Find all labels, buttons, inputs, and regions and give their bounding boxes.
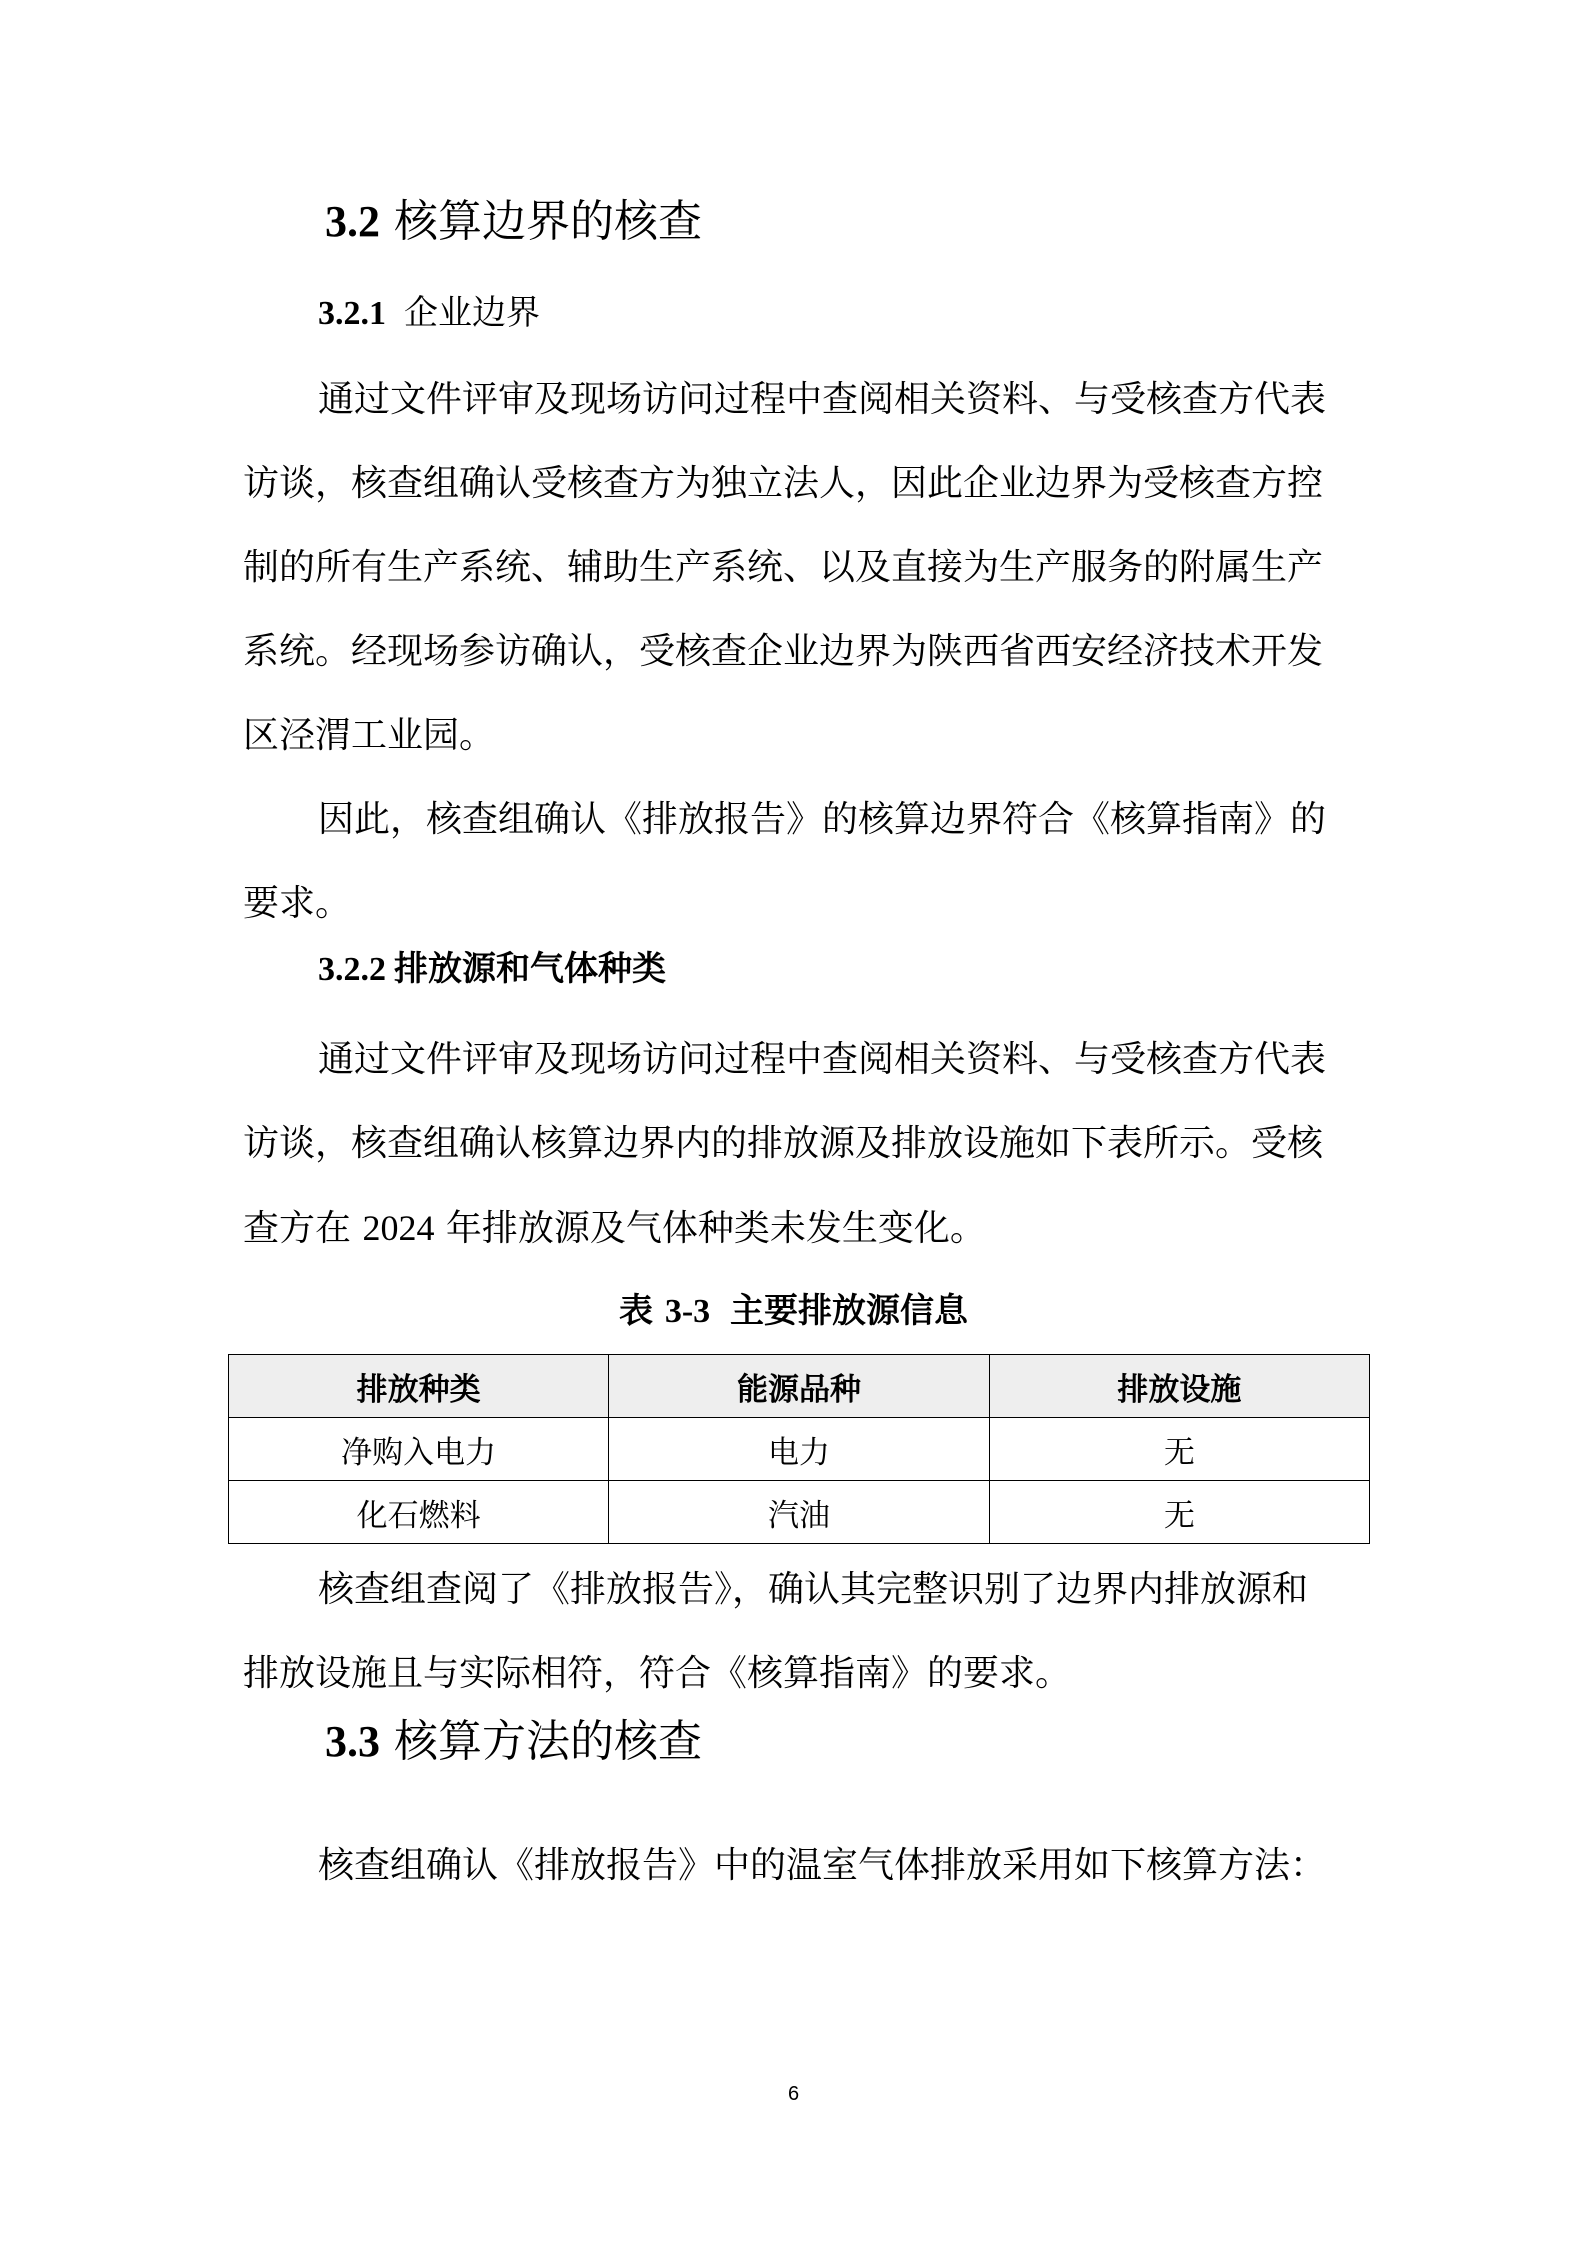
paragraph-line: 核查组查阅了《排放报告》，确认其完整识别了边界内排放源和 — [318, 1569, 1309, 1610]
paragraph-text: 年排放源及气体种类未发生变化。 — [445, 1208, 986, 1249]
table-caption-title: 主要排放源信息 — [730, 1291, 968, 1331]
paragraph-line: 访谈，核查组确认受核查方为独立法人，因此企业边界为受核查方控 — [243, 463, 1324, 504]
section-3-2-1-number: 3.2.1 — [318, 295, 386, 332]
paragraph-line: 访谈，核查组确认核算边界内的排放源及排放设施如下表所示。受核 — [243, 1123, 1324, 1164]
table-row — [229, 1481, 1370, 1544]
paragraph-line: 通过文件评审及现场访问过程中查阅相关资料、与受核查方代表 — [318, 379, 1327, 420]
paragraph-line: 核查组确认《排放报告》中的温室气体排放采用如下核算方法： — [318, 1845, 1327, 1886]
page-number: 6 — [787, 2083, 800, 2105]
table-header-cell: 排放种类 — [229, 1355, 609, 1418]
paragraph-line: 要求。 — [243, 883, 352, 924]
table-header-cell: 能源品种 — [609, 1355, 989, 1418]
section-3-3-title: 核算方法的核查 — [394, 1716, 702, 1767]
paragraph-line: 通过文件评审及现场访问过程中查阅相关资料、与受核查方代表 — [318, 1039, 1327, 1080]
section-3-2-2-heading — [318, 944, 666, 995]
year-value: 2024 — [362, 1208, 435, 1248]
table-header-cell: 排放设施 — [989, 1355, 1369, 1418]
emission-source-table — [228, 1354, 1370, 1544]
table-header-row — [229, 1355, 1370, 1418]
table-caption-prefix: 表 — [618, 1291, 653, 1331]
table-cell: 汽油 — [609, 1481, 989, 1544]
paragraph-line: 因此，核查组确认《排放报告》的核算边界符合《核算指南》的 — [318, 799, 1327, 840]
paragraph-line: 系统。经现场参访确认，受核查企业边界为陕西省西安经济技术开发 — [243, 631, 1324, 672]
table-cell: 无 — [989, 1481, 1369, 1544]
section-3-2-2-title: 排放源和气体种类 — [394, 949, 666, 989]
paragraph-line — [243, 1200, 986, 1257]
paragraph-line: 制的所有生产系统、辅助生产系统、以及直接为生产服务的附属生产 — [243, 547, 1324, 588]
table-cell: 净购入电力 — [229, 1418, 609, 1481]
table-caption-number: 3-3 — [664, 1293, 711, 1330]
paragraph-line: 排放设施且与实际相符，符合《核算指南》的要求。 — [243, 1653, 1072, 1694]
section-3-2-heading — [325, 192, 702, 252]
table-row — [229, 1418, 1370, 1481]
table-cell: 电力 — [609, 1418, 989, 1481]
paragraph-text: 查方在 — [243, 1208, 352, 1249]
paragraph-line: 区泾渭工业园。 — [243, 715, 496, 756]
table-cell: 化石燃料 — [229, 1481, 609, 1544]
section-3-2-2-number: 3.2.2 — [318, 951, 386, 988]
section-3-3-heading — [325, 1712, 702, 1772]
section-3-2-1-heading — [318, 288, 540, 339]
table-caption — [0, 1286, 1587, 1337]
section-3-2-title: 核算边界的核查 — [394, 196, 702, 247]
section-3-3-number: 3.3 — [325, 1717, 380, 1766]
section-3-2-number: 3.2 — [325, 197, 380, 246]
table-cell: 无 — [989, 1418, 1369, 1481]
section-3-2-1-title: 企业边界 — [404, 293, 540, 333]
